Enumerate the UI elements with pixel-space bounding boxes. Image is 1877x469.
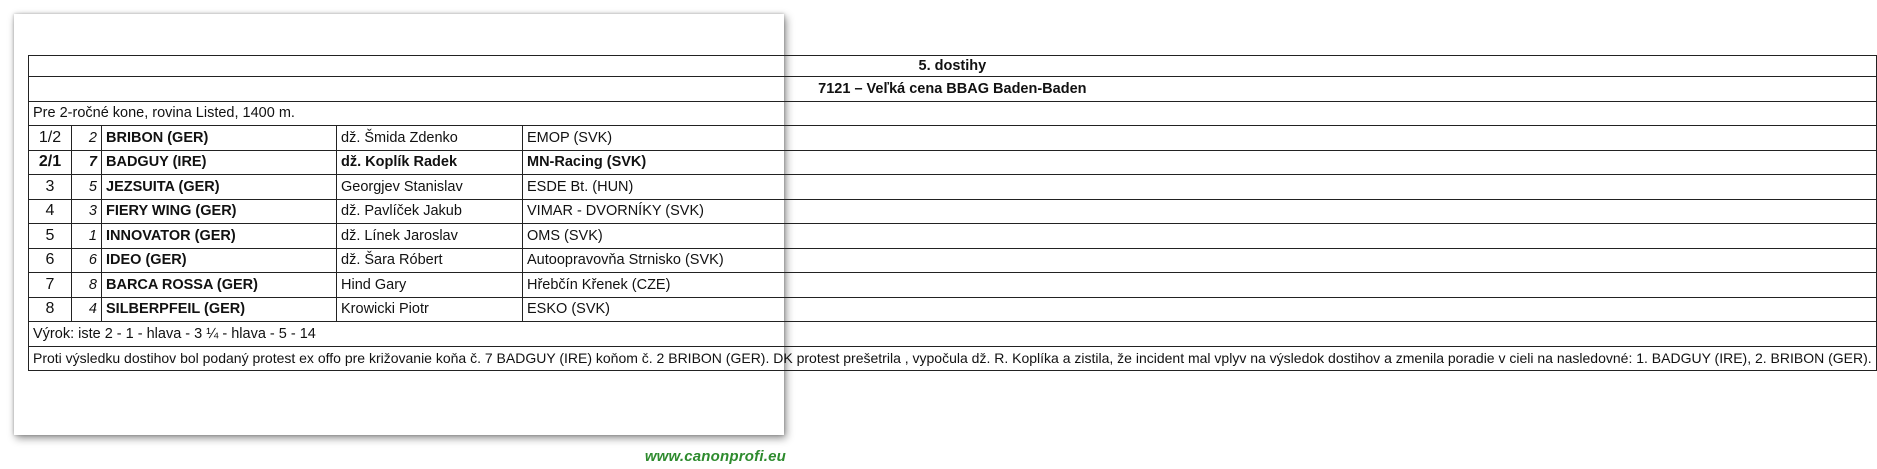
saddle-number: 5 [72,175,102,200]
horse-name: INNOVATOR (GER) [102,224,337,249]
finish-position: 1/2 [29,126,72,151]
table-row [29,126,1877,151]
horse-name: FIERY WING (GER) [102,199,337,224]
horse-name: IDEO (GER) [102,248,337,273]
table-row [29,199,1877,224]
table-row [29,273,1877,298]
owner-name: VIMAR - DVORNÍKY (SVK) [523,199,1877,224]
protest-note: Proti výsledku dostihov bol podaný protest ex offo pre križovanie koňa č. 7 BADGUY (IRE) koňom č. 2 BRIBON (GER). DK protest prešetrila , vypočula dž. R. Koplíka a zistila, že incident mal vplyv na výsledok dostihov a zmenila poradie v cieli na nasledovné: 1. BADGUY (IRE), 2. BRIBON (GER). [29,346,1877,371]
saddle-number: 1 [72,224,102,249]
table-row [29,224,1877,249]
horse-name: JEZSUITA (GER) [102,175,337,200]
table-row [29,248,1877,273]
saddle-number: 4 [72,297,102,322]
jockey-name: Hind Gary [337,273,523,298]
watermark: www.canonprofi.eu [644,448,786,465]
finish-position: 5 [29,224,72,249]
margins-row [29,322,1877,347]
race-number-row [29,56,1877,77]
owner-name: ESKO (SVK) [523,297,1877,322]
owner-name: EMOP (SVK) [523,126,1877,151]
saddle-number: 8 [72,273,102,298]
owner-name: Autoopravovňa Strnisko (SVK) [523,248,1877,273]
owner-name: OMS (SVK) [523,224,1877,249]
margins-text: Výrok: iste 2 - 1 - hlava - 3 ¼ - hlava - 5 - 14 [29,322,1877,347]
jockey-name: dž. Šmida Zdenko [337,126,523,151]
jockey-name: Krowicki Piotr [337,297,523,322]
table-row [29,297,1877,322]
race-conditions-row [29,101,1877,126]
saddle-number: 7 [72,150,102,175]
race-title: 7121 – Veľká cena BBAG Baden-Baden [29,77,1877,102]
saddle-number: 3 [72,199,102,224]
finish-position: 6 [29,248,72,273]
race-title-row [29,77,1877,102]
jockey-name: dž. Pavlíček Jakub [337,199,523,224]
owner-name: MN-Racing (SVK) [523,150,1877,175]
owner-name: ESDE Bt. (HUN) [523,175,1877,200]
race-conditions: Pre 2-ročné kone, rovina Listed, 1400 m. [29,101,1877,126]
jockey-name: dž. Šara Róbert [337,248,523,273]
jockey-name: dž. Koplík Radek [337,150,523,175]
table-row [29,150,1877,175]
saddle-number: 2 [72,126,102,151]
finish-position: 7 [29,273,72,298]
protest-row [29,346,1877,371]
results-table [28,55,1877,371]
horse-name: SILBERPFEIL (GER) [102,297,337,322]
saddle-number: 6 [72,248,102,273]
finish-position: 3 [29,175,72,200]
race-number: 5. dostihy [29,56,1877,77]
horse-name: BADGUY (IRE) [102,150,337,175]
horse-name: BRIBON (GER) [102,126,337,151]
jockey-name: dž. Línek Jaroslav [337,224,523,249]
finish-position: 4 [29,199,72,224]
table-row [29,175,1877,200]
finish-position: 2/1 [29,150,72,175]
horse-name: BARCA ROSSA (GER) [102,273,337,298]
finish-position: 8 [29,297,72,322]
owner-name: Hřebčín Křenek (CZE) [523,273,1877,298]
jockey-name: Georgjev Stanislav [337,175,523,200]
